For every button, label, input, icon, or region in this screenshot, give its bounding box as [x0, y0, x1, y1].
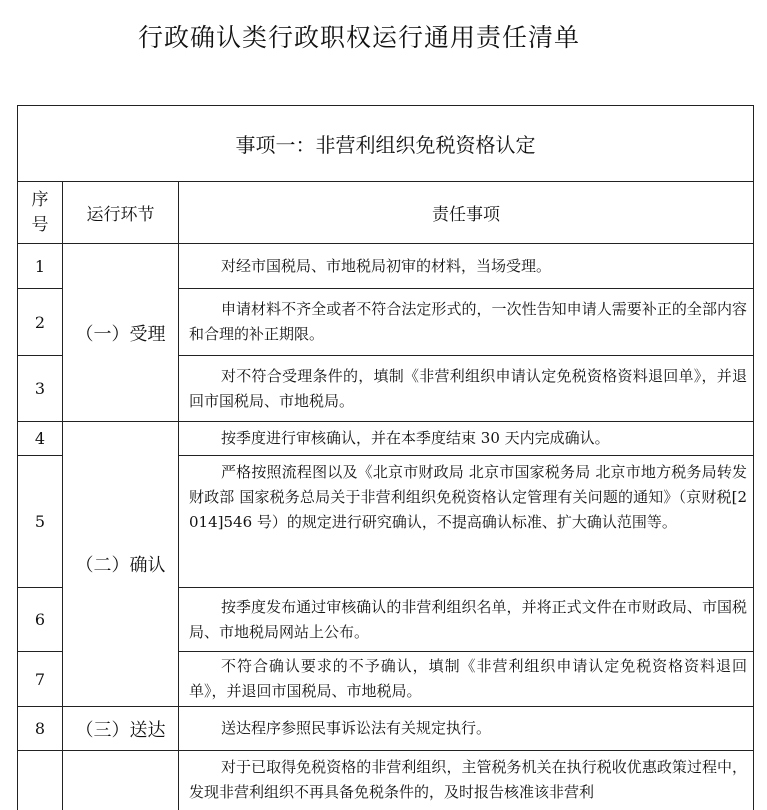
stage-next	[63, 751, 179, 810]
item-title: 事项一：非营利组织免税资格认定	[18, 106, 754, 182]
row-seq: 3	[18, 356, 63, 422]
row-duty: 按季度进行审核确认，并在本季度结束 30 天内完成确认。	[179, 422, 754, 456]
row-seq: 4	[18, 422, 63, 456]
row-duty: 申请材料不齐全或者不符合法定形式的，一次性告知申请人需要补正的全部内容和合理的补正期限。	[179, 289, 754, 356]
table-row	[18, 422, 754, 456]
header-row	[18, 182, 754, 244]
table-row	[18, 707, 754, 751]
header-seq	[18, 182, 63, 244]
responsibility-table	[17, 105, 754, 810]
row-duty: 对经市国税局、市地税局初审的材料，当场受理。	[179, 244, 754, 289]
stage-confirm: （二）确认	[63, 422, 179, 707]
row-duty: 对于已取得免税资格的非营利组织，主管税务机关在执行税收优惠政策过程中，发现非营利组织不再具备免税条件的，及时报告核准该非营利	[179, 751, 754, 810]
row-duty: 送达程序参照民事诉讼法有关规定执行。	[179, 707, 754, 751]
row-seq: 1	[18, 244, 63, 289]
row-seq	[18, 751, 63, 810]
row-seq: 2	[18, 289, 63, 356]
stage-deliver: （三）送达	[63, 707, 179, 751]
header-stage: 运行环节	[63, 182, 179, 244]
row-seq: 8	[18, 707, 63, 751]
table-row	[18, 244, 754, 289]
header-duty: 责任事项	[179, 182, 754, 244]
table-row	[18, 751, 754, 810]
row-duty: 对不符合受理条件的，填制《非营利组织申请认定免税资格资料退回单》，并退回市国税局、市地税局。	[179, 356, 754, 422]
row-seq: 6	[18, 588, 63, 652]
row-duty: 按季度发布通过审核确认的非营利组织名单，并将正式文件在市财政局、市国税局、市地税局网站上公布。	[179, 588, 754, 652]
row-seq: 5	[18, 456, 63, 588]
document-title: 行政确认类行政职权运行通用责任清单	[138, 23, 581, 52]
item-title-row	[18, 106, 754, 182]
stage-accept: （一）受理	[63, 244, 179, 422]
row-duty: 严格按照流程图以及《北京市财政局 北京市国家税务局 北京市地方税务局转发财政部 国家税务总局关于非营利组织免税资格认定管理有关问题的通知》（京财税[2014]546 号）的规定进行研究确认，不提高确认标准、扩大确认范围等。	[179, 456, 754, 588]
row-seq: 7	[18, 652, 63, 707]
header-seq-text: 序号	[31, 189, 49, 235]
row-duty: 不符合确认要求的不予确认，填制《非营利组织申请认定免税资格资料退回单》，并退回市国税局、市地税局。	[179, 652, 754, 707]
